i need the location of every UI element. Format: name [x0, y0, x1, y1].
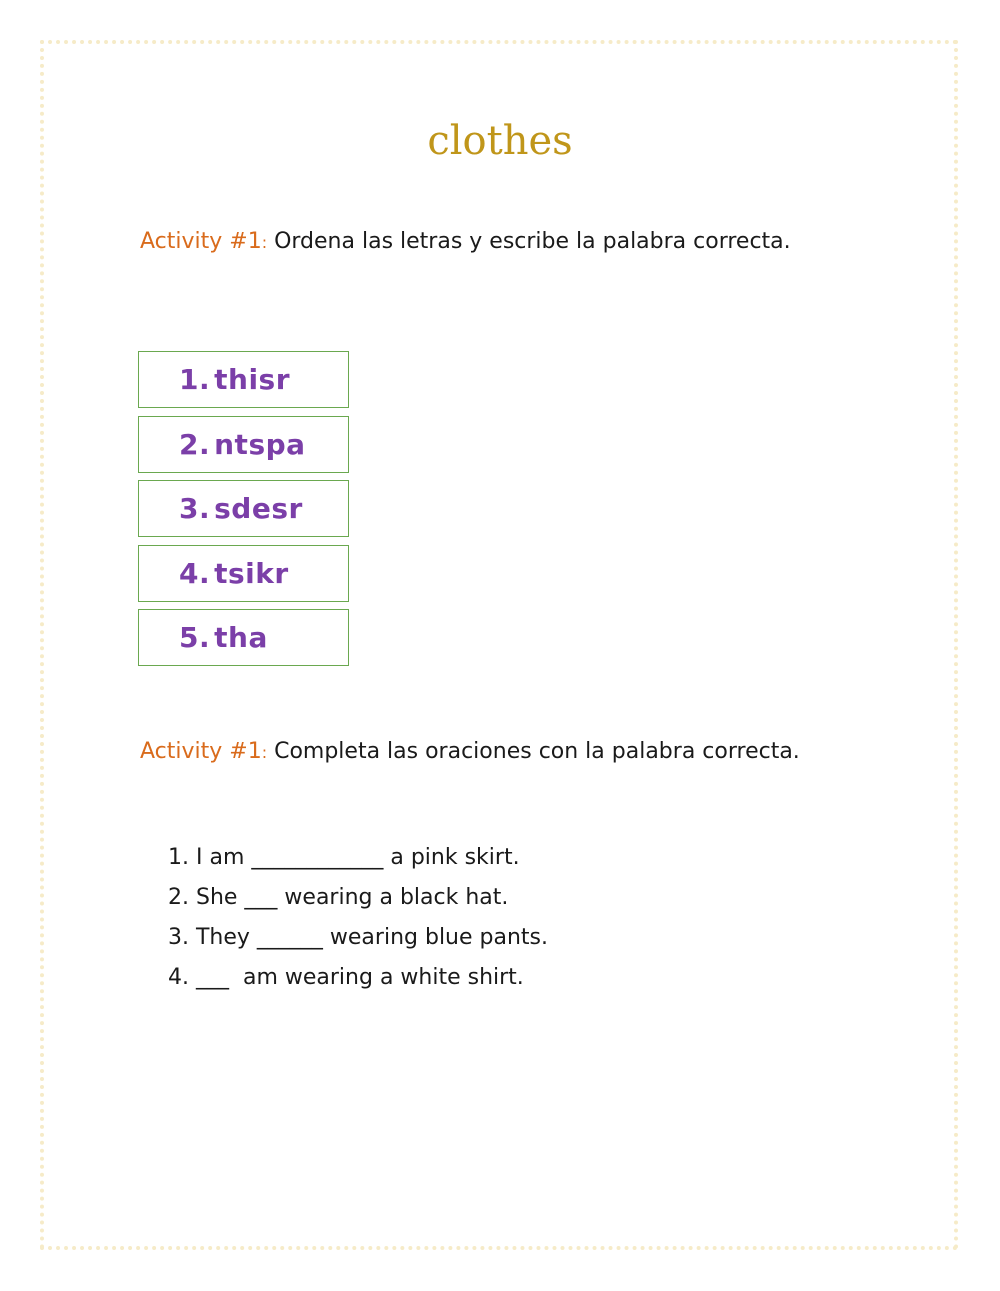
scrambled-word: tha [214, 621, 268, 654]
activity-1-label: Activity #1 [140, 229, 262, 254]
word-number: 1. [179, 363, 211, 396]
sentence-item: 3. They ______ wearing blue pants. [168, 925, 548, 950]
scrambled-word-box [138, 609, 349, 666]
activity-2-label: Activity #1 [140, 739, 262, 764]
scrambled-word: thisr [214, 363, 291, 396]
activity-2-text: Completa las oraciones con la palabra correcta. [267, 739, 800, 764]
scrambled-word: tsikr [214, 557, 289, 590]
activity-2-colon: : [261, 743, 268, 762]
sentence-item: 4. ___ am wearing a white shirt. [168, 965, 524, 990]
word-number: 3. [179, 492, 211, 525]
word-number: 4. [179, 557, 211, 590]
activity-2-instruction [140, 732, 880, 773]
activity-1-text: Ordena las letras y escribe la palabra correcta. [267, 229, 791, 254]
scrambled-word-box [138, 480, 349, 537]
activity-1-colon: : [261, 233, 268, 252]
sentence-item: 2. She ___ wearing a black hat. [168, 885, 509, 910]
sentence-list [168, 838, 548, 998]
page-title: clothes [427, 118, 573, 164]
scrambled-word-box [138, 416, 349, 473]
word-number: 5. [179, 621, 211, 654]
scrambled-word: ntspa [214, 428, 306, 461]
sentence-item: 1. I am ____________ a pink skirt. [168, 845, 520, 870]
scrambled-word-box [138, 351, 349, 408]
scrambled-word: sdesr [214, 492, 303, 525]
scrambled-word-box [138, 545, 349, 602]
activity-1-instruction [140, 222, 880, 263]
word-number: 2. [179, 428, 211, 461]
